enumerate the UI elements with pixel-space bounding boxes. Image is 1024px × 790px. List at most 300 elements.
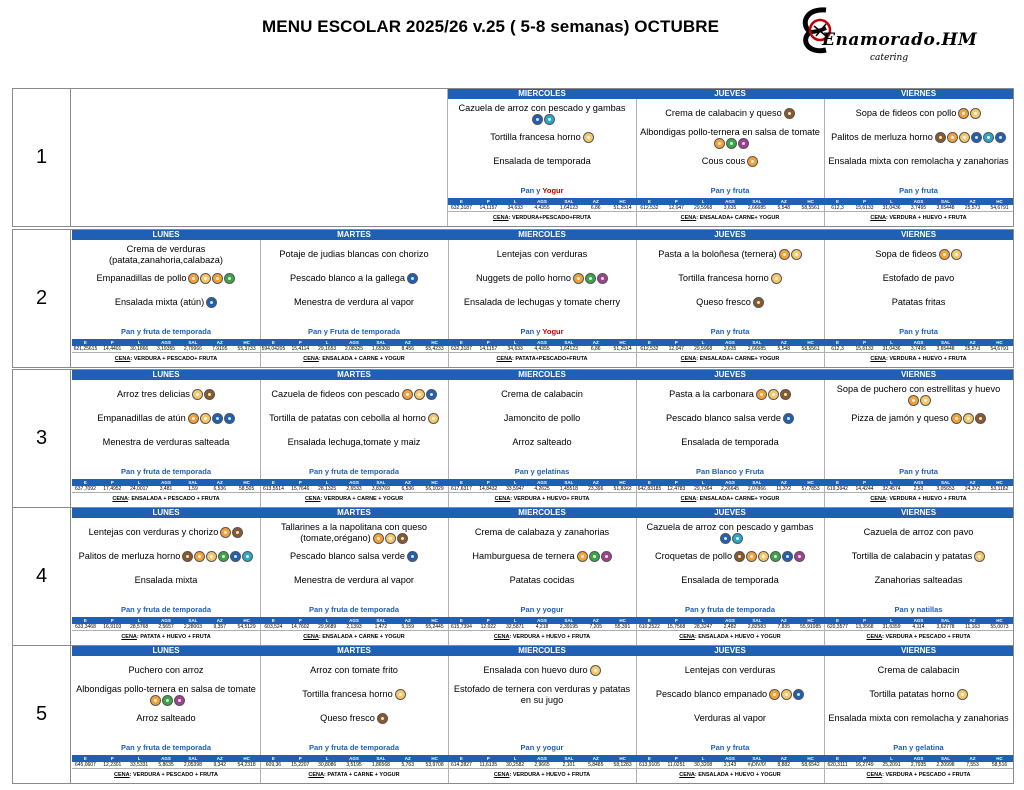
nutrition-header: E bbox=[835, 756, 839, 761]
nutrition-value: 2,101 bbox=[562, 762, 576, 768]
allergen-gluten-icon bbox=[947, 132, 958, 143]
week-block bbox=[12, 88, 1014, 227]
nutrition-header: AGS bbox=[725, 199, 735, 204]
bread-dessert-line bbox=[260, 327, 448, 336]
allergen-icons bbox=[784, 108, 795, 119]
allergen-egg-icon bbox=[428, 413, 439, 424]
nutrition-header: L bbox=[513, 756, 517, 761]
dinner-text: ENSALADA + HUEVO + YOGUR bbox=[698, 634, 781, 640]
allergen-milk-icon bbox=[232, 527, 243, 538]
week-number: 1 bbox=[13, 89, 71, 226]
allergen-icons bbox=[783, 413, 794, 424]
nutrition-value: 4,4355 bbox=[534, 346, 550, 352]
dinner-text: VERDURA + HUEVO + FRUTA bbox=[889, 215, 967, 221]
nutrition-header: AGS bbox=[349, 756, 359, 761]
allergen-fish-icon bbox=[212, 413, 223, 424]
bread-dessert-line bbox=[448, 467, 636, 476]
day-header: JUEVES bbox=[636, 89, 824, 99]
nutrition-value: 12,022 bbox=[480, 624, 496, 630]
day-header: MARTES bbox=[260, 508, 448, 518]
allergen-gluten-icon bbox=[577, 551, 588, 562]
dinner-label: CENA bbox=[114, 356, 131, 362]
allergen-icons bbox=[577, 551, 612, 562]
dinner-text: PATATA + CARNE + YOGUR bbox=[327, 772, 400, 778]
nutrition-value: 25,2091 bbox=[882, 762, 901, 768]
nutrition-header: SAL bbox=[941, 199, 950, 204]
day-column bbox=[448, 89, 637, 226]
allergen-gluten-icon bbox=[402, 389, 413, 400]
day-header: MARTES bbox=[260, 370, 448, 380]
nutrition-value: 3,635 bbox=[723, 205, 737, 211]
dish-name: Crema de calabacin bbox=[501, 389, 583, 400]
nutrition-value: 55,3733 bbox=[237, 346, 256, 352]
dish-item bbox=[828, 683, 1009, 707]
allergen-icons bbox=[407, 551, 418, 562]
nutrition-value: #¡DIV/0! bbox=[747, 762, 767, 768]
nutrition-value: 53,1182 bbox=[990, 486, 1009, 492]
dinner-label: CENA bbox=[492, 215, 509, 221]
dish-item bbox=[828, 569, 1009, 593]
nutrition-value: 1,64123 bbox=[559, 205, 578, 211]
nutrition-value: 15,6133 bbox=[855, 346, 874, 352]
day-header: JUEVES bbox=[636, 370, 824, 380]
nutrition-header: AGS bbox=[913, 340, 924, 345]
nutrition-header: P bbox=[674, 756, 678, 761]
day-dishes bbox=[260, 518, 448, 593]
dish-name: Ensalada con huevo duro bbox=[483, 665, 600, 677]
nutrition-value: 29,5968 bbox=[694, 346, 713, 352]
nutrition-value: 11,0251 bbox=[667, 762, 686, 768]
dish-name: Ensalada de temporada bbox=[681, 575, 779, 586]
nutrition-header: SAL bbox=[376, 756, 386, 761]
dish-name: Estofado de pavo bbox=[882, 273, 955, 284]
day-column bbox=[636, 370, 825, 507]
nutrition-table bbox=[824, 479, 1013, 493]
dinner-text: VERDURA+PESCADO+FRUTA bbox=[511, 215, 591, 221]
nutrition-value: 3,143 bbox=[723, 762, 737, 768]
nutrition-value: 28,1325 bbox=[318, 486, 337, 492]
allergen-celery-icon bbox=[218, 551, 229, 562]
day-dishes bbox=[448, 99, 636, 174]
week-number: 2 bbox=[13, 230, 71, 367]
nutrition-value: 55,391 bbox=[614, 624, 631, 630]
dinner-label: CENA bbox=[493, 634, 510, 640]
allergen-icons bbox=[206, 297, 217, 308]
day-dishes bbox=[824, 99, 1013, 174]
dish-item bbox=[828, 383, 1009, 407]
dish-item bbox=[76, 545, 256, 569]
nutrition-header-row bbox=[260, 339, 448, 346]
nutrition-header: P bbox=[298, 340, 302, 345]
nutrition-values-row bbox=[636, 486, 824, 493]
dish-name: Ensalada de temporada bbox=[493, 156, 591, 167]
bread-dessert-line bbox=[260, 467, 448, 476]
nutrition-value: 7,9105 bbox=[212, 346, 228, 352]
dinner-label: CENA bbox=[679, 772, 695, 778]
bread-text: Pan Blanco y Fruta bbox=[696, 467, 764, 476]
dish-name: Ensalada mixta bbox=[134, 575, 198, 586]
allergen-fish-icon bbox=[407, 551, 418, 562]
allergen-crustacean-icon bbox=[732, 533, 743, 544]
allergen-milk-icon bbox=[784, 108, 795, 119]
nutrition-table bbox=[636, 198, 824, 212]
nutrition-header: L bbox=[325, 756, 329, 761]
allergen-fish-icon bbox=[793, 689, 804, 700]
catering-logo bbox=[796, 6, 986, 68]
dish-item bbox=[828, 291, 1009, 315]
dinner-text: VERDURA + PESCADO+ FRUTA bbox=[133, 356, 218, 362]
dish-name: Menestra de verduras salteada bbox=[102, 437, 230, 448]
dish-name: Pescado blanco empanado bbox=[656, 689, 804, 701]
dish-item bbox=[828, 431, 1009, 455]
allergen-icons bbox=[428, 413, 439, 424]
nutrition-value: 54,6791 bbox=[990, 205, 1009, 211]
dinner-label: CENA bbox=[679, 634, 695, 640]
dish-name: Arroz tres delicias bbox=[117, 389, 215, 401]
allergen-egg-icon bbox=[200, 413, 211, 424]
nutrition-header: AZ bbox=[969, 340, 976, 345]
dish-item bbox=[640, 659, 820, 683]
nutrition-value: 12,4783 bbox=[667, 486, 686, 492]
nutrition-value: 56,1029 bbox=[425, 486, 444, 492]
day-column bbox=[824, 508, 1013, 645]
allergen-fish-icon bbox=[206, 297, 217, 308]
nutrition-header: AGS bbox=[349, 340, 359, 345]
dish-name: Pasta a la boloñesa (ternera) bbox=[658, 249, 802, 261]
dish-item bbox=[76, 707, 256, 731]
dish-name: Queso fresco bbox=[696, 297, 764, 309]
nutrition-value: 5,548 bbox=[777, 205, 790, 211]
dinner-text: ENSALADA+ CARNE+ YOGUR bbox=[699, 496, 780, 502]
allergen-icons bbox=[753, 297, 764, 308]
day-header: MIERCOLES bbox=[448, 230, 636, 240]
nutrition-header: E bbox=[459, 480, 463, 485]
dish-item bbox=[828, 150, 1009, 174]
allergen-egg-icon bbox=[200, 273, 211, 284]
allergen-milk-icon bbox=[753, 297, 764, 308]
dinner-label: CENA bbox=[493, 772, 510, 778]
nutrition-header: SAL bbox=[941, 340, 950, 345]
nutrition-header: HC bbox=[243, 756, 250, 761]
dish-name: Palitos de merluza horno bbox=[831, 132, 1006, 144]
nutrition-header-row bbox=[72, 339, 260, 346]
nutrition-header: AZ bbox=[592, 340, 599, 345]
allergen-icons bbox=[188, 273, 235, 284]
nutrition-value: 15,6133 bbox=[855, 205, 874, 211]
allergen-egg-icon bbox=[385, 533, 396, 544]
week-number: 3 bbox=[13, 370, 71, 507]
nutrition-value: 2,05398 bbox=[183, 762, 202, 768]
nutrition-header: AZ bbox=[592, 618, 599, 623]
dish-name: Pescado blanco a la gallega bbox=[290, 273, 418, 285]
nutrition-value: 2,9665 bbox=[534, 762, 550, 768]
dish-name: Palitos de merluza horno bbox=[79, 551, 254, 563]
nutrition-value: 55,2445 bbox=[425, 624, 444, 630]
dinner-label: CENA bbox=[680, 215, 697, 221]
nutrition-header-row bbox=[72, 617, 260, 624]
dish-item bbox=[264, 707, 444, 731]
dish-name: Crema de calabacin y queso bbox=[665, 108, 794, 120]
nutrition-header: E bbox=[835, 340, 839, 345]
nutrition-header: L bbox=[513, 199, 517, 204]
nutrition-header: L bbox=[890, 618, 893, 623]
nutrition-header: AGS bbox=[913, 756, 924, 761]
allergen-gluten-icon bbox=[779, 249, 790, 260]
nutrition-values-row bbox=[636, 346, 824, 353]
dish-name: Cazuela de arroz con pescado y gambas bbox=[640, 522, 820, 545]
nutrition-header-row bbox=[636, 755, 824, 762]
dish-item bbox=[452, 521, 632, 545]
nutrition-header: HC bbox=[996, 618, 1003, 623]
day-column bbox=[72, 370, 261, 507]
dinner-suggestion: CENA: ENSALADA + CARNE + YOGUR bbox=[303, 634, 405, 640]
nutrition-table bbox=[636, 755, 824, 769]
nutrition-header: HC bbox=[431, 480, 438, 485]
week-number: 4 bbox=[13, 508, 71, 645]
dish-item bbox=[264, 521, 444, 545]
dinner-label: CENA bbox=[870, 496, 886, 502]
nutrition-value: 3,65448 bbox=[936, 346, 955, 352]
nutrition-header: AGS bbox=[537, 340, 547, 345]
nutrition-header-row bbox=[824, 339, 1013, 346]
nutrition-header-row bbox=[448, 755, 636, 762]
dinner-suggestion: CENA: VERDURA + CARNE + YOGUR bbox=[304, 496, 404, 502]
nutrition-value: 594,04205 bbox=[261, 346, 286, 352]
nutrition-value: 14,7602 bbox=[291, 624, 310, 630]
bread-dessert-line bbox=[448, 605, 636, 614]
nutrition-value: 11,6135 bbox=[479, 762, 498, 768]
nutrition-values-row bbox=[636, 762, 824, 769]
allergen-icons bbox=[182, 551, 253, 562]
nutrition-value: 6,86 bbox=[590, 205, 601, 211]
dish-item bbox=[452, 243, 632, 267]
nutrition-header: L bbox=[137, 756, 141, 761]
allergen-icons bbox=[720, 533, 743, 544]
nutrition-header: E bbox=[83, 340, 87, 345]
nutrition-header: P bbox=[674, 618, 678, 623]
nutrition-header-row bbox=[824, 479, 1013, 486]
nutrition-header: AZ bbox=[404, 618, 411, 623]
nutrition-header: L bbox=[513, 618, 517, 623]
nutrition-header: SAL bbox=[564, 340, 574, 345]
day-dishes bbox=[448, 656, 636, 731]
nutrition-value: 29,1653 bbox=[318, 346, 337, 352]
dish-name: Ensalada lechuga,tomate y maiz bbox=[287, 437, 421, 448]
dinner-text: VERDURA + HUEVO + FRUTA bbox=[889, 356, 967, 362]
allergen-mustard-icon bbox=[738, 138, 749, 149]
dish-name: Cazuela de fideos con pescado bbox=[271, 389, 436, 401]
allergen-celery-icon bbox=[585, 273, 596, 284]
nutrition-table bbox=[260, 755, 448, 769]
nutrition-header-row bbox=[448, 617, 636, 624]
dish-name: Crema de calabaza y zanahorias bbox=[474, 527, 610, 538]
nutrition-header-row bbox=[636, 198, 824, 205]
allergen-egg-icon bbox=[957, 689, 968, 700]
day-dishes bbox=[824, 380, 1013, 455]
day-column bbox=[72, 646, 261, 783]
dish-name: Lentejas con verduras bbox=[684, 665, 776, 676]
allergen-egg-icon bbox=[974, 551, 985, 562]
dish-item bbox=[640, 431, 820, 455]
nutrition-header: SAL bbox=[188, 756, 198, 761]
dish-item bbox=[828, 126, 1009, 150]
week-block bbox=[12, 369, 1014, 508]
dinner-label: CENA bbox=[303, 356, 319, 362]
dinner-suggestion: CENA: VERDURA + HUEVO + FRUTA bbox=[870, 356, 967, 362]
allergen-celery-icon bbox=[770, 551, 781, 562]
dish-item bbox=[828, 407, 1009, 431]
nutrition-header: P bbox=[110, 618, 114, 623]
allergen-milk-icon bbox=[204, 389, 215, 400]
nutrition-value: 615,7394 bbox=[451, 624, 472, 630]
nutrition-value: 3,62778 bbox=[936, 624, 955, 630]
nutrition-value: 619,3942 bbox=[827, 486, 848, 492]
nutrition-value: 55,4233 bbox=[425, 346, 444, 352]
nutrition-header: L bbox=[701, 480, 705, 485]
nutrition-header: L bbox=[325, 618, 329, 623]
allergen-fish-icon bbox=[426, 389, 437, 400]
dinner-text: VERDURA + HUEVO + FRUTA bbox=[512, 634, 591, 640]
allergen-gluten-icon bbox=[769, 689, 780, 700]
nutrition-value: 28,5768 bbox=[130, 624, 149, 630]
nutrition-header: AGS bbox=[349, 480, 359, 485]
nutrition-header: E bbox=[835, 480, 839, 485]
nutrition-header: AGS bbox=[161, 618, 171, 623]
bread-text: Pan y fruta de temporada bbox=[120, 743, 212, 752]
bread-dessert-line bbox=[824, 467, 1013, 476]
nutrition-value: 58,5561 bbox=[801, 346, 820, 352]
bread-dessert-line bbox=[824, 186, 1013, 195]
nutrition-header: P bbox=[862, 618, 866, 623]
nutrition-values-row bbox=[824, 624, 1013, 631]
bread-text: Pan y fruta bbox=[899, 327, 938, 336]
day-column bbox=[824, 646, 1013, 783]
nutrition-header: HC bbox=[996, 480, 1003, 485]
nutrition-header: SAL bbox=[376, 618, 386, 623]
bread-dessert-line bbox=[824, 327, 1013, 336]
nutrition-header: AZ bbox=[216, 756, 223, 761]
nutrition-header: AZ bbox=[592, 199, 599, 204]
nutrition-value: 612,3 bbox=[831, 205, 844, 211]
bread-dessert-line bbox=[636, 467, 824, 476]
nutrition-header: P bbox=[298, 756, 302, 761]
nutrition-value: 612,532 bbox=[640, 346, 659, 352]
nutrition-value: 5,159 bbox=[401, 624, 414, 630]
nutrition-header: HC bbox=[243, 480, 250, 485]
nutrition-value: 33,5947 bbox=[506, 486, 525, 492]
dish-name: Estofado de ternera con verduras y patatas en su jugo bbox=[453, 683, 631, 705]
dish-name: Crema de calabacin bbox=[877, 665, 960, 676]
nutrition-header: HC bbox=[619, 618, 626, 623]
nutrition-header: L bbox=[325, 480, 329, 485]
nutrition-header: AZ bbox=[404, 340, 411, 345]
day-dishes bbox=[636, 518, 824, 593]
nutrition-value: 14,1157 bbox=[479, 205, 498, 211]
nutrition-value: 632,3187 bbox=[451, 205, 472, 211]
nutrition-values-row bbox=[448, 486, 636, 493]
bread-text: Pan y fruta bbox=[710, 186, 750, 195]
nutrition-value: 603,524 bbox=[264, 624, 283, 630]
nutrition-header: SAL bbox=[752, 756, 762, 761]
allergen-gluten-icon bbox=[756, 389, 767, 400]
nutrition-header: SAL bbox=[564, 199, 574, 204]
allergen-icons bbox=[377, 713, 388, 724]
dinner-text: VERDURA + HUEVO+ FRUTA bbox=[513, 496, 590, 502]
dish-item bbox=[640, 243, 820, 267]
allergen-egg-icon bbox=[758, 551, 769, 562]
allergen-milk-icon bbox=[780, 389, 791, 400]
day-column bbox=[636, 89, 825, 226]
nutrition-header-row bbox=[824, 198, 1013, 205]
nutrition-value: 2,482 bbox=[723, 624, 737, 630]
nutrition-table bbox=[636, 617, 824, 631]
dish-name: Sopa de fideos con pollo bbox=[856, 108, 982, 120]
nutrition-header: AGS bbox=[725, 340, 735, 345]
nutrition-table bbox=[448, 339, 636, 353]
nutrition-value: 632,3187 bbox=[451, 346, 472, 352]
bread-dessert-line bbox=[636, 743, 824, 752]
empty-days-cell bbox=[72, 89, 448, 226]
dish-name: Tortilla francesa horno bbox=[678, 273, 781, 285]
nutrition-header: E bbox=[647, 480, 651, 485]
nutrition-value: 14,8432 bbox=[479, 486, 498, 492]
nutrition-header: HC bbox=[619, 199, 626, 204]
allergen-gluten-icon bbox=[194, 551, 205, 562]
nutrition-value: 12,2301 bbox=[103, 762, 122, 768]
dessert-text: Yogur bbox=[542, 327, 564, 336]
dish-item bbox=[828, 707, 1009, 731]
nutrition-value: 31,6359 bbox=[882, 624, 901, 630]
allergen-icons bbox=[951, 413, 986, 424]
nutrition-header: HC bbox=[619, 756, 626, 761]
dish-name: Sopa de puchero con estrellitas y huevo bbox=[828, 384, 1009, 407]
week-block bbox=[12, 645, 1014, 784]
nutrition-value: 58,1283 bbox=[613, 762, 632, 768]
nutrition-header: P bbox=[486, 340, 490, 345]
allergen-icons bbox=[779, 249, 802, 260]
nutrition-header: E bbox=[835, 618, 839, 623]
dish-item bbox=[76, 683, 256, 707]
nutrition-header: AZ bbox=[969, 480, 976, 485]
dinner-label: CENA bbox=[866, 634, 883, 640]
day-header: MARTES bbox=[260, 230, 448, 240]
dish-item bbox=[452, 407, 632, 431]
nutrition-value: 29,5968 bbox=[694, 205, 713, 211]
allergen-icons bbox=[974, 551, 985, 562]
nutrition-header-row bbox=[636, 339, 824, 346]
dinner-suggestion: CENA: PATATA + HUEVO + FRUTA bbox=[121, 634, 211, 640]
allergen-icons bbox=[188, 413, 235, 424]
nutrition-values-row bbox=[448, 762, 636, 769]
nutrition-header: L bbox=[137, 340, 141, 345]
week-block bbox=[12, 229, 1014, 368]
nutrition-value: 1,65308 bbox=[371, 346, 390, 352]
nutrition-value: 15,7568 bbox=[667, 624, 686, 630]
nutrition-value: 34,633 bbox=[507, 346, 523, 352]
nutrition-header: AZ bbox=[780, 340, 787, 345]
nutrition-value: 2,66685 bbox=[747, 205, 766, 211]
dish-name: Tortilla de patatas con cebolla al horno bbox=[269, 413, 439, 425]
allergen-fish-icon bbox=[407, 273, 418, 284]
dish-item bbox=[640, 102, 820, 126]
dinner-label: CENA bbox=[303, 634, 319, 640]
nutrition-value: 4,4355 bbox=[534, 205, 550, 211]
dinner-label: CENA bbox=[121, 634, 137, 640]
dinner-suggestion: CENA: VERDURA + HUEVO + FRUTA bbox=[493, 772, 591, 778]
nutrition-value: 9,342 bbox=[213, 762, 226, 768]
dinner-suggestion: CENA: ENSALADA+ CARNE+ YOGUR bbox=[680, 215, 780, 221]
allergen-icons bbox=[395, 689, 406, 700]
